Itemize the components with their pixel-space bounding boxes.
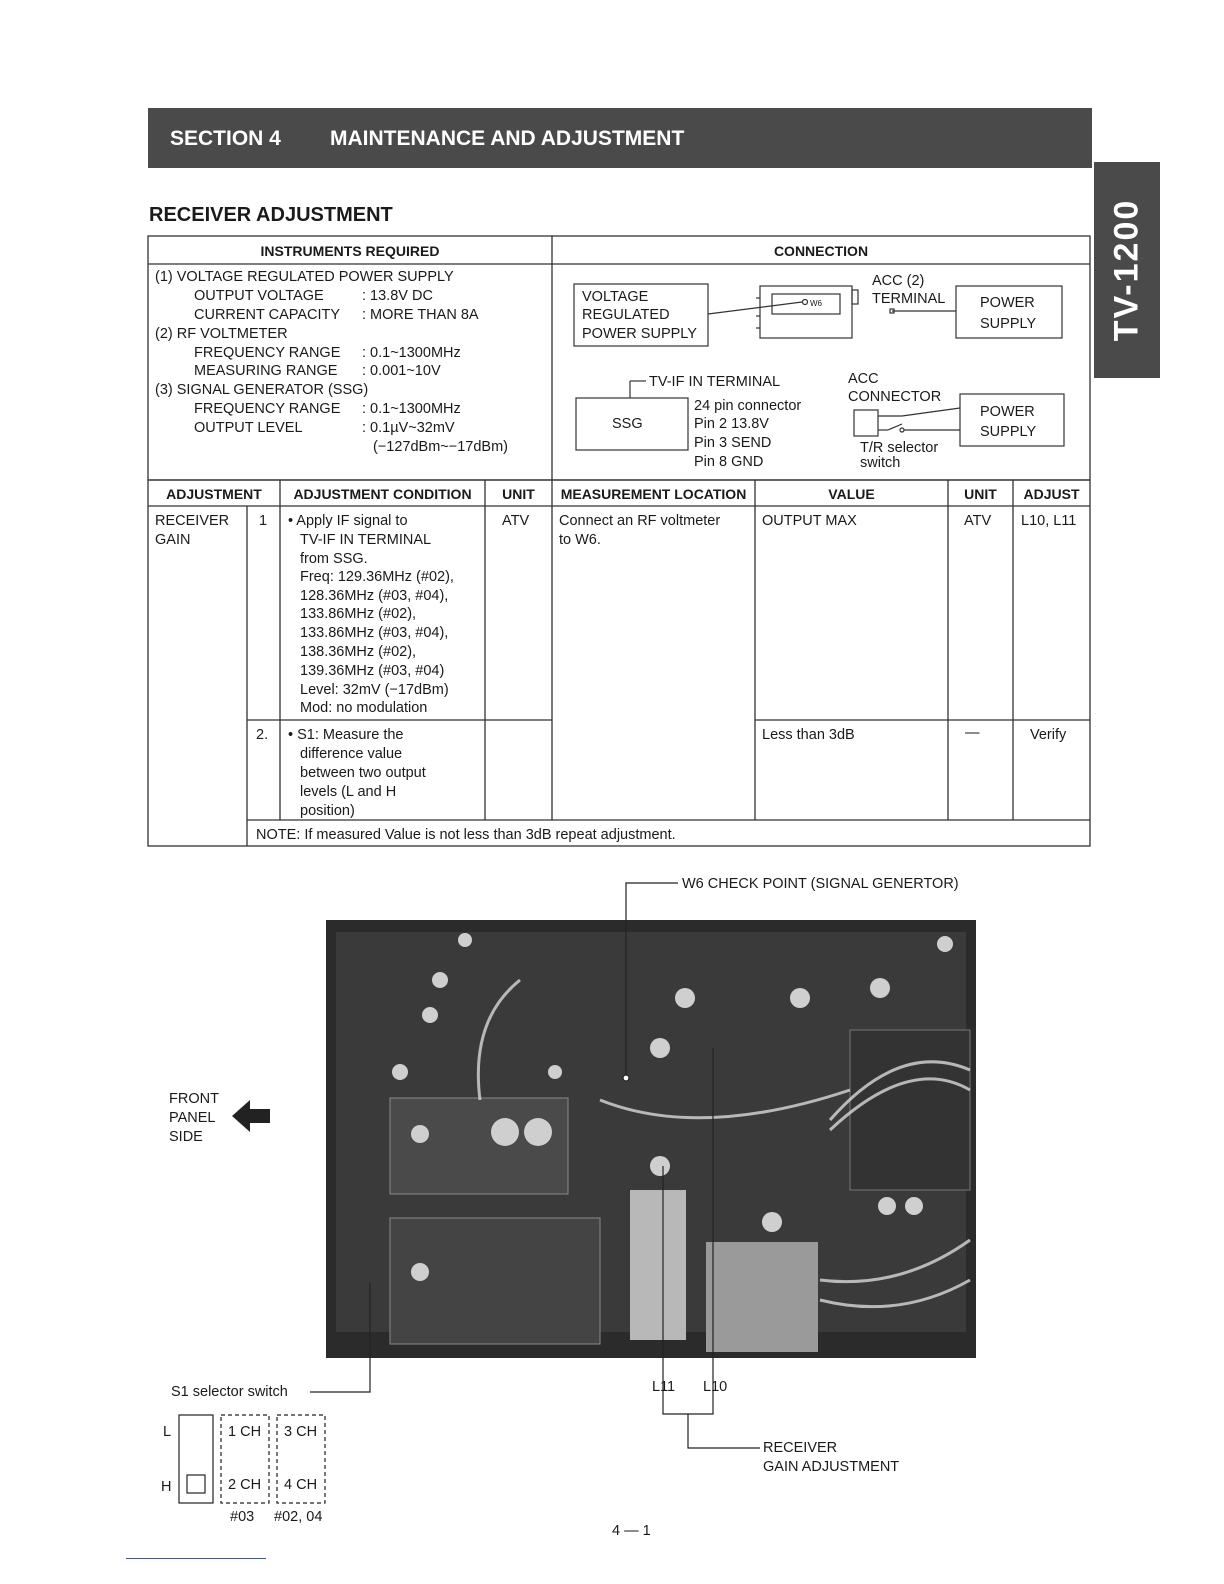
condition-line: 133.86MHz (#02), — [300, 606, 417, 622]
location-line: to W6. — [559, 532, 601, 548]
s1-label: S1 selector switch — [171, 1384, 288, 1400]
condition-line: TV-IF IN TERMINAL — [300, 532, 432, 548]
col-header-adjustment: ADJUSTMENT — [166, 486, 262, 502]
tr-selector-label: switch — [860, 455, 901, 471]
switch-l-label: L — [163, 1424, 172, 1440]
col-header-adjust: ADJUST — [1023, 486, 1080, 502]
instrument-value: : 0.1µV~32mV — [362, 420, 455, 436]
col-header-unit-2: UNIT — [964, 486, 997, 502]
pin-line: Pin 8 GND — [694, 454, 764, 470]
channel-label: 3 CH — [284, 1424, 318, 1440]
condition-line: Level: 32mV (−17dBm) — [300, 682, 449, 698]
condition-line: Mod: no modulation — [300, 700, 428, 716]
condition-line: • Apply IF signal to — [288, 513, 408, 529]
condition-unit: ATV — [502, 513, 530, 529]
instrument-label: OUTPUT VOLTAGE — [194, 288, 324, 304]
pin-line: Pin 3 SEND — [694, 435, 772, 451]
instrument-value: (−127dBm~−17dBm) — [373, 439, 509, 455]
instrument-value: : MORE THAN 8A — [362, 307, 479, 323]
acc2-label: ACC (2) — [872, 273, 925, 289]
condition-line: Freq: 129.36MHz (#02), — [300, 569, 454, 585]
condition-line: difference value — [300, 746, 403, 762]
value-cell: OUTPUT MAX — [762, 513, 857, 529]
power-supply-label: SUPPLY — [980, 316, 1037, 332]
page-number: 4 — 1 — [612, 1523, 651, 1539]
instrument-value: : 13.8V DC — [362, 288, 433, 304]
condition-line: levels (L and H — [300, 784, 397, 800]
power-supply-label: POWER — [980, 404, 1035, 420]
col-header-value: VALUE — [828, 486, 875, 502]
model-label: #03 — [230, 1509, 255, 1525]
front-panel-label: SIDE — [169, 1129, 203, 1145]
s1-switch-body — [179, 1415, 213, 1503]
power-supply-label: POWER — [980, 295, 1035, 311]
front-panel-label: PANEL — [169, 1110, 216, 1126]
condition-line: 139.36MHz (#03, #04) — [300, 663, 445, 679]
instrument-label: MEASURING RANGE — [194, 363, 338, 379]
receiver-gain-label: RECEIVER — [763, 1440, 838, 1456]
footer-rule — [126, 1558, 266, 1559]
acc2-label: TERMINAL — [872, 291, 946, 307]
power-supply-label: SUPPLY — [980, 424, 1037, 440]
instrument-value: : 0.1~1300MHz — [362, 345, 461, 361]
l11-label: L11 — [652, 1379, 676, 1395]
step-number: 1 — [259, 513, 268, 529]
w6-checkpoint-label: W6 CHECK POINT (SIGNAL GENERTOR) — [682, 876, 959, 892]
instrument-2-title: (2) RF VOLTMETER — [155, 326, 288, 342]
condition-line: position) — [300, 803, 355, 819]
instruments-header: INSTRUMENTS REQUIRED — [260, 243, 440, 259]
acc-connector-label: ACC — [848, 371, 879, 387]
condition-line: between two output — [300, 765, 426, 781]
instrument-value: : 0.1~1300MHz — [362, 401, 461, 417]
adjustment-name: RECEIVER — [155, 513, 230, 529]
page-heading: RECEIVER ADJUSTMENT — [149, 204, 393, 226]
pin-line: 24 pin connector — [694, 398, 802, 414]
pcb-figure — [0, 860, 1224, 1560]
acc-connector-box — [854, 410, 878, 436]
condition-line: • S1: Measure the — [288, 727, 404, 743]
step-number: 2. — [256, 727, 269, 743]
ssg-label: SSG — [612, 416, 643, 432]
condition-line: 138.36MHz (#02), — [300, 644, 417, 660]
col-header-unit: UNIT — [502, 486, 535, 502]
condition-line: from SSG. — [300, 551, 368, 567]
adjust-cell: L10, L11 — [1021, 513, 1077, 529]
channel-label: 1 CH — [228, 1424, 262, 1440]
location-line: Connect an RF voltmeter — [559, 513, 721, 529]
value-cell: Less than 3dB — [762, 727, 855, 743]
value-unit: ATV — [964, 513, 992, 529]
shield-plate — [630, 1190, 686, 1340]
receiver-gain-label: GAIN ADJUSTMENT — [763, 1459, 900, 1475]
l10-label: L10 — [703, 1379, 728, 1395]
channel-label: 2 CH — [228, 1477, 262, 1493]
tvif-label: TV-IF IN TERMINAL — [649, 374, 781, 390]
value-unit: — — [965, 725, 980, 741]
adjustment-name: GAIN — [155, 532, 191, 548]
instrument-label: FREQUENCY RANGE — [194, 401, 341, 417]
col-header-condition: ADJUSTMENT CONDITION — [293, 486, 472, 502]
instrument-3-title: (3) SIGNAL GENERATOR (SSG) — [155, 382, 369, 398]
arrow-left-icon — [232, 1100, 270, 1132]
connection-diagram — [552, 264, 1090, 480]
instrument-1-title: (1) VOLTAGE REGULATED POWER SUPPLY — [155, 269, 454, 285]
condition-line: 128.36MHz (#03, #04), — [300, 588, 449, 604]
vrps-line: REGULATED — [582, 307, 670, 323]
s1-switch-knob — [187, 1475, 205, 1493]
instrument-label: CURRENT CAPACITY — [194, 307, 341, 323]
instrument-value: : 0.001~10V — [362, 363, 441, 379]
model-label: TV-1200 — [1107, 198, 1146, 342]
table-note: NOTE: If measured Value is not less than 3dB repeat adjustment. — [256, 827, 676, 843]
vrps-line: VOLTAGE — [582, 289, 649, 305]
vrps-line: POWER SUPPLY — [582, 326, 697, 342]
instrument-label: FREQUENCY RANGE — [194, 345, 341, 361]
connection-header: CONNECTION — [773, 243, 869, 259]
tr-selector-label: T/R selector — [860, 440, 939, 456]
front-panel-label: FRONT — [169, 1091, 219, 1107]
relay — [706, 1242, 818, 1352]
instrument-label: OUTPUT LEVEL — [194, 420, 303, 436]
col-header-location: MEASUREMENT LOCATION — [560, 486, 747, 502]
section-title: MAINTENANCE AND ADJUSTMENT — [330, 127, 685, 150]
adjust-cell: Verify — [1030, 727, 1067, 743]
w6-label: W6 — [810, 299, 822, 308]
section-number: SECTION 4 — [170, 127, 281, 150]
channel-label: 4 CH — [284, 1477, 318, 1493]
pin-line: Pin 2 13.8V — [694, 416, 769, 432]
condition-line: 133.86MHz (#03, #04), — [300, 625, 449, 641]
acc-connector-label: CONNECTOR — [848, 389, 942, 405]
model-label: #02, 04 — [274, 1509, 323, 1525]
switch-h-label: H — [161, 1479, 172, 1495]
